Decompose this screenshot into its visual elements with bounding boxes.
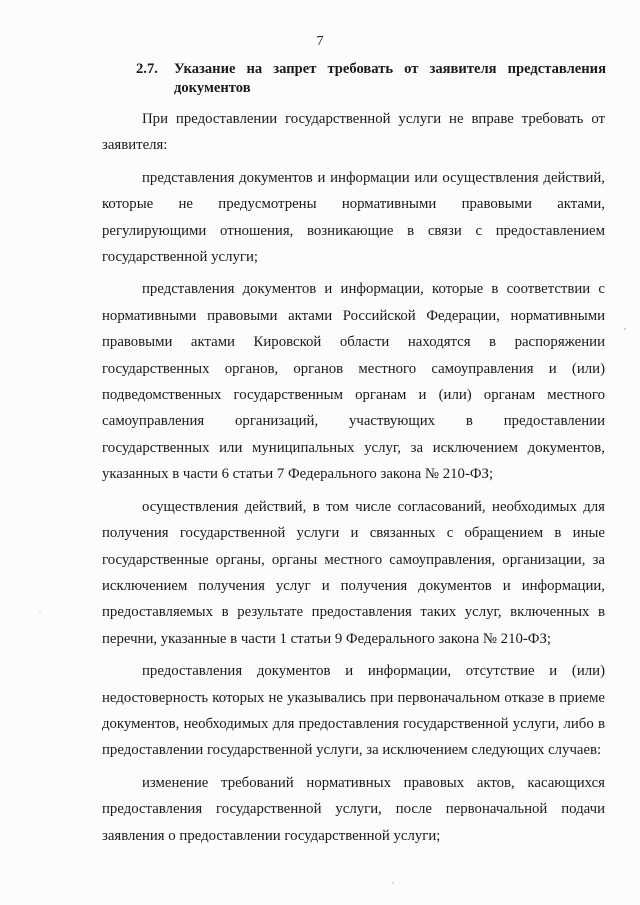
paragraph-item-4: предоставления документов и информации, отсутствие и (или) недостоверность которых не указывались при первоначальном отказе в приеме документов, необходимых для предоставления государственной услуги, либо в предоставлении государственной услуги, за исключением следующих случаев: <box>102 663 605 759</box>
paragraph-intro: При предоставлении государственной услуги не вправе требовать от заявителя: <box>102 111 605 154</box>
paragraph-item-3: осуществления действий, в том числе согласований, необходимых для получения государственной услуги и связанных с обращением в иные государственные органы, органы местного самоуправления, организации, за исключением получения услуг и получения документов и информации, предоставляемых в результате предоставления таких услуг, включенных в перечни, указанные в части 1 статьи 9 Федерального закона № 210-ФЗ; <box>102 498 605 647</box>
document-body <box>102 106 605 849</box>
paragraph-item-1: представления документов и информации или осуществления действий, которые не предусмотрены нормативными правовыми актами, регулирующими отношения, возникающие в связи с предоставлением государственной услуги; <box>102 169 605 266</box>
page-number: 7 <box>316 34 324 49</box>
paragraph-item-2: представления документов и информации, которые в соответствии с нормативными правовыми актами Российской Федерации, нормативными правовыми актами Кировской области находятся в распоряжении государственных органов, органов местного самоуправления и (или) подведомственных государственным органам и (или) органам местного самоуправления организаций, участвующих в предоставлении государственных или муниципальных услуг, за исключением документов, указанных в части 6 статьи 7 Федерального закона № 210-ФЗ; <box>102 281 605 483</box>
section-number: 2.7. <box>136 61 158 77</box>
paragraph-subitem-1: изменение требований нормативных правовых актов, касающихся предоставления государственной услуги, после первоначальной подачи заявления о предоставлении государственной услуги; <box>102 774 605 844</box>
section-title: Указание на запрет требовать от заявителя представления документов <box>174 61 606 96</box>
section-heading <box>136 60 606 98</box>
